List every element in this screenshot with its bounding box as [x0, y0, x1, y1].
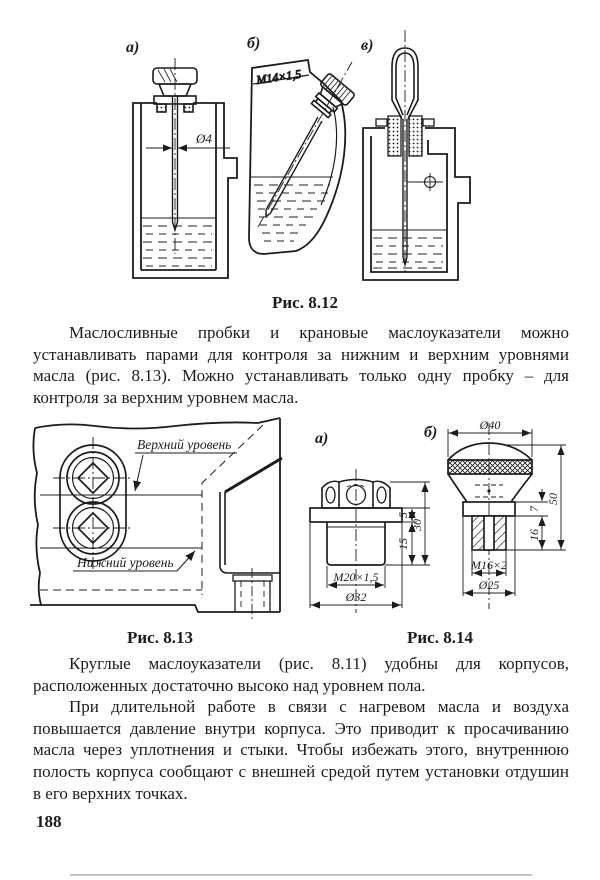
dim-label-d32: Ø32 — [345, 590, 367, 604]
dim-label-m16: M16×2 — [470, 558, 508, 572]
fig814-label-a: а) — [315, 430, 329, 447]
dim-label-5: 5 — [396, 512, 410, 518]
fig812-label-a: а) — [126, 39, 140, 56]
dim-label-d25: Ø25 — [478, 578, 500, 592]
paragraph-2: Круглые маслоуказатели (рис. 8.11) удобны для корпусов, расположенных достаточно высоко над уровнем пола. — [33, 654, 569, 695]
fig812-view-a — [126, 39, 237, 278]
fig812v-vent-hole — [407, 173, 443, 191]
upper-level-label: Верхний уровень — [137, 437, 232, 452]
fig812-view-b — [247, 35, 355, 254]
figure-8-14b-drawing — [420, 413, 590, 625]
fig814b-knurled-head — [448, 443, 532, 502]
fig813-level-lines — [40, 495, 202, 548]
dim-label-15: 15 — [396, 538, 410, 550]
dim-label-50: 50 — [546, 493, 560, 505]
dim-label-m20: M20×1,5 — [333, 570, 379, 584]
dim-label-rod-diameter: Ø4 — [196, 131, 212, 146]
fig814-label-b: б) — [424, 424, 438, 441]
fig812a-oil-level — [141, 218, 216, 266]
fig812-label-v: в) — [361, 37, 374, 54]
dim-label-30: 30 — [410, 519, 424, 531]
page-number: 188 — [36, 812, 62, 831]
fig812b-oil-level — [251, 177, 333, 241]
page-edge-line — [70, 874, 532, 876]
figure-8-12-drawing — [0, 22, 600, 304]
dim-label-16: 16 — [527, 529, 541, 541]
figure-8-13-caption: Рис. 8.13 — [127, 628, 193, 647]
fig814b-thread-body — [472, 516, 506, 550]
fig812a-dim-rod — [146, 131, 230, 148]
dim-label-d40: Ø40 — [479, 418, 501, 432]
figure-8-12-caption: Рис. 8.12 — [272, 293, 338, 312]
figure-8-14a-drawing — [295, 424, 438, 625]
fig814b-dim-thread — [470, 551, 507, 576]
fig812b-plug-head — [307, 73, 356, 122]
fig814a-dim-thread — [327, 566, 385, 588]
centerline — [258, 62, 352, 227]
paragraph-block-2 — [33, 653, 569, 804]
paragraph-1: Маслосливные пробки и крановые маслоуказатели можно устанавливать парами для контроля за нижним и верхним уровнями масла (рис. 8.13). Можно устанавливать только одну пробку – для контроля за верхним уровнем масла. — [33, 323, 569, 407]
fig812a-housing — [133, 103, 237, 278]
fig813-plug-boss — [53, 437, 133, 569]
figure-8-14-caption: Рис. 8.14 — [407, 628, 473, 647]
fig812v-oil-level — [371, 230, 447, 268]
dim-label-7: 7 — [527, 506, 541, 512]
lower-level-label: Нижний уровень — [77, 555, 174, 570]
fig813-rib — [220, 458, 282, 619]
paragraph-block-1 — [33, 322, 569, 408]
figure-8-13-drawing — [25, 413, 300, 630]
fig812-label-b: б) — [247, 35, 261, 52]
dim-label-thread-m14: M14×1,5 — [255, 66, 303, 87]
fig812-view-v — [361, 30, 470, 280]
paragraph-3: При длительной работе в связи с нагревом масла и воздуха повышается давление внутри корпуса. Это приводит к просачиванию масла через уплотнения и стыки. Чтобы избежать этого, внутреннюю полость корпуса сообщают с внешней средой путем установки отдушин в его верхних точках. — [33, 697, 569, 803]
